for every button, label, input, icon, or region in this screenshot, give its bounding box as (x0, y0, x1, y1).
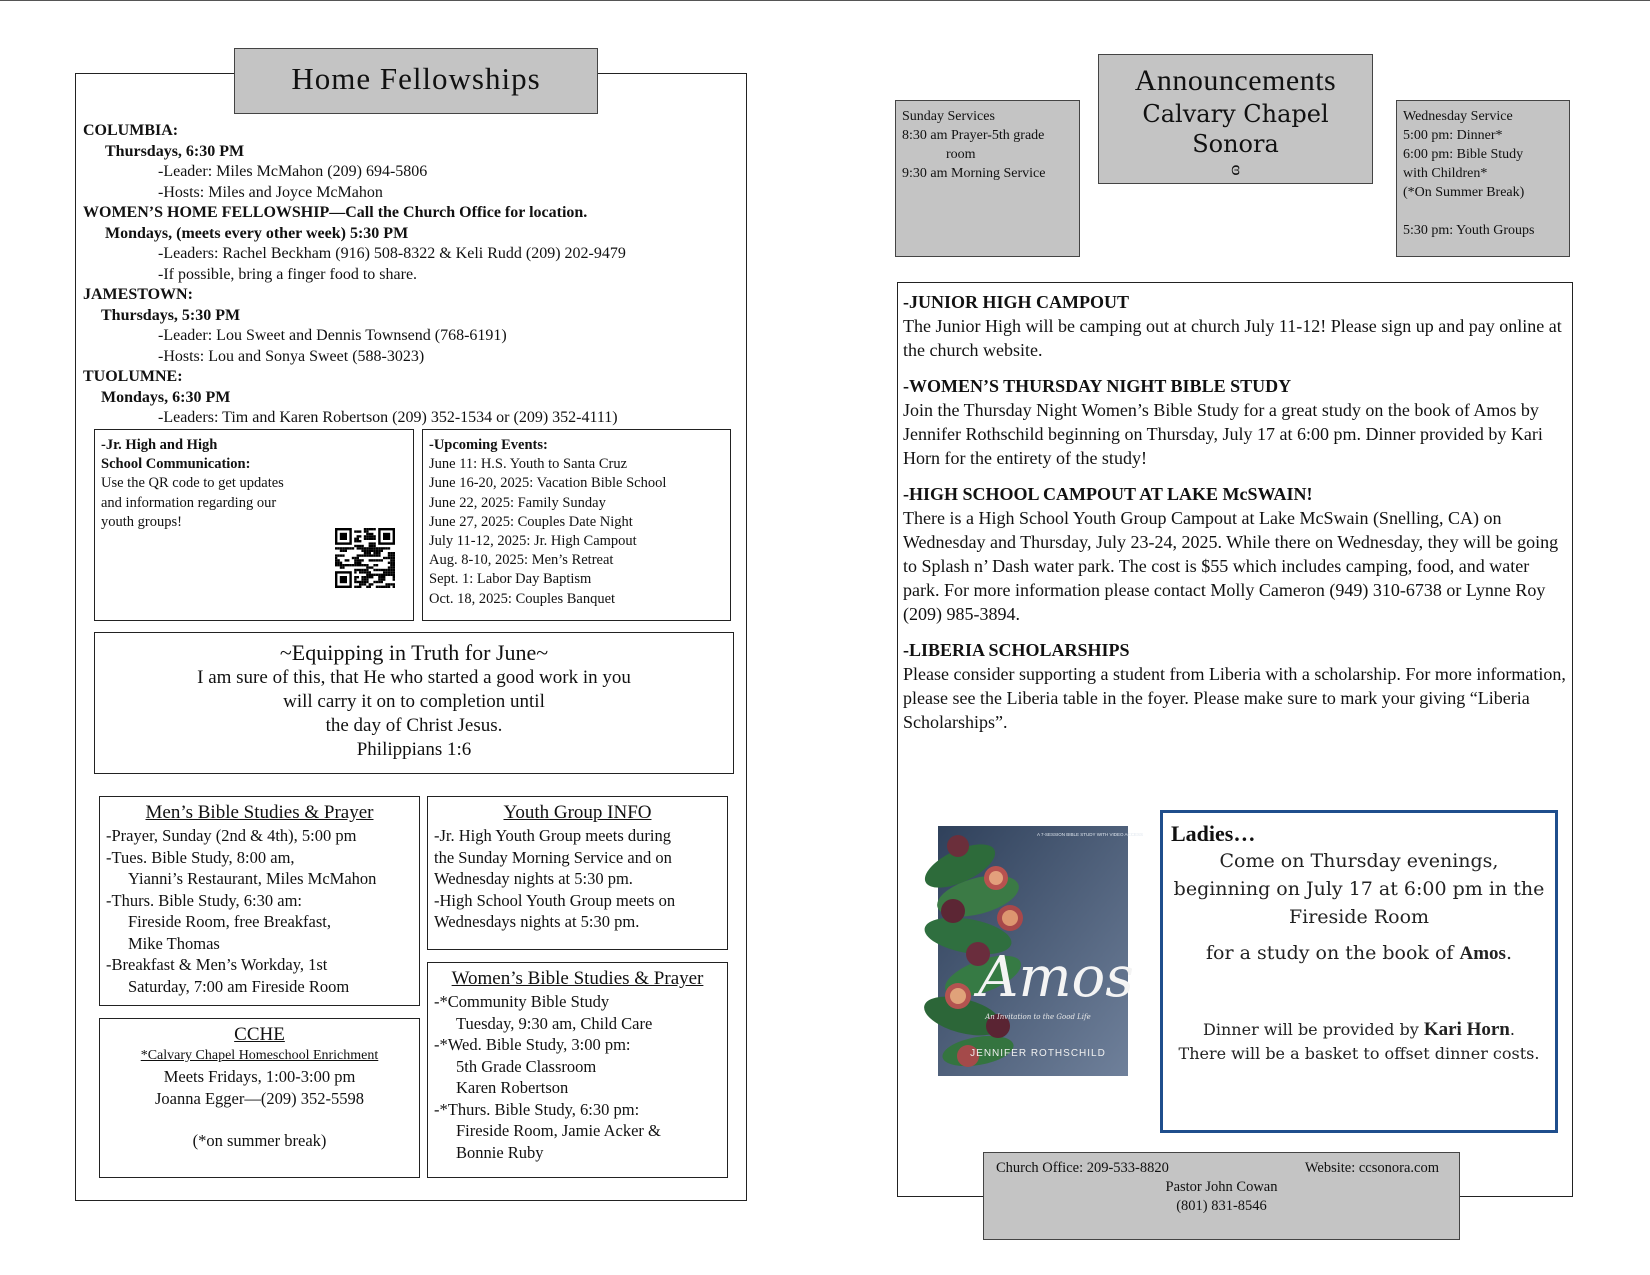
upcoming-events-list (429, 455, 724, 609)
church-name: Calvary Chapel Sonora (1142, 100, 1329, 158)
pastor-phone: (801) 831-8546 (1176, 1198, 1267, 1214)
wednesday-service-line: 6:00 pm: Bible Study (1403, 147, 1524, 162)
fellowship-line: -Hosts: Miles and Joyce McMahon (158, 183, 383, 201)
mens-study-line: -Tues. Bible Study, 8:00 am, (106, 847, 295, 867)
youth-group-info-title: Youth Group INFO (503, 802, 652, 823)
announcement-item (903, 374, 1567, 470)
womens-study-line: 5th Grade Classroom (456, 1056, 597, 1076)
cche-box (99, 1018, 420, 1178)
youth-communication-box (94, 429, 414, 621)
fellowship-line: JAMESTOWN: (83, 286, 193, 303)
sunday-service-line: 9:30 am Morning Service (902, 166, 1046, 181)
womens-study-line: Fireside Room, Jamie Acker & (456, 1121, 661, 1140)
womens-study-line: -*Wed. Bible Study, 3:00 pm: (434, 1035, 631, 1054)
womens-bible-studies-box (427, 962, 728, 1178)
womens-title: Women’s Bible Studies & Prayer (451, 968, 704, 989)
womens-study-line: Karen Robertson (456, 1078, 569, 1097)
event-item: Sept. 1: Labor Day Baptism (429, 571, 592, 588)
fellowship-line: -Hosts: Lou and Sonya Sweet (588-3023) (158, 347, 425, 365)
book-subtitle: An Invitation to the Good Life (985, 1013, 1091, 1021)
ladies-study-text: for a study on the book of (1206, 942, 1460, 964)
verse-line: I am sure of this, that He who started a good work in you (197, 667, 631, 688)
home-fellowships-list (83, 121, 743, 429)
ladies-basket-line: There will be a basket to offset dinner costs. (1178, 1044, 1540, 1063)
pastor-name: Pastor John Cowan (1165, 1179, 1278, 1195)
mens-study-line: Fireside Room, free Breakfast, (128, 912, 331, 931)
ladies-dinner-line (1171, 1018, 1547, 1042)
top-rule (0, 0, 1650, 1)
womens-study-line: -*Community Bible Study (434, 992, 610, 1011)
youth-info-line: the Sunday Morning Service and on (434, 847, 672, 867)
youth-comm-line: Use the QR code to get updates (101, 475, 284, 492)
mens-study-line: Yianni’s Restaurant, Miles McMahon (128, 869, 377, 888)
announcement-body: Please consider supporting a student from Liberia with a scholarship. For more information, please see the Liberia table in the foyer. Please make sure to mark your giving “Liberia Scholarships”. (903, 664, 1566, 732)
fellowship-line: Mondays, 6:30 PM (101, 388, 231, 406)
book-author: JENNIFER ROTHSCHILD (970, 1048, 1106, 1059)
fellowship-line: -Leader: Lou Sweet and Dennis Townsend (768-6191) (158, 327, 507, 344)
event-item: July 11-12, 2025: Jr. High Campout (429, 533, 637, 550)
verse-title: ~Equipping in Truth for June~ (279, 640, 549, 665)
youth-group-info-box (427, 796, 728, 950)
announcement-body: The Junior High will be camping out at church July 11-12! Please sign up and pay online at the church website. (903, 316, 1562, 360)
fellowship-line: WOMEN’S HOME FELLOWSHIP—Call the Church Office for location. (83, 204, 588, 221)
ladies-dinner-text: Dinner will be provided by (1203, 1020, 1424, 1039)
womens-study-line: Bonnie Ruby (456, 1142, 544, 1162)
sunday-services-title: Sunday Services (902, 109, 995, 124)
announcement-item (903, 638, 1567, 734)
event-item: June 11: H.S. Youth to Santa Cruz (429, 456, 628, 473)
ladies-heading: Ladies… (1171, 821, 1256, 846)
announcements-title: Announcements (1134, 64, 1337, 97)
ladies-line: Fireside Room (1288, 906, 1430, 928)
youth-info-line: Wednesdays nights at 5:30 pm. (434, 912, 640, 931)
cche-contact: Joanna Egger—(209) 352-5598 (155, 1088, 364, 1108)
youth-comm-line: and information regarding our (101, 494, 277, 511)
fellowship-line: -Leaders: Rachel Beckham (916) 508-8322 & Keli Rudd (209) 202-9479 (158, 245, 626, 262)
mens-study-line: Saturday, 7:00 am Fireside Room (128, 976, 350, 996)
mens-study-line: Mike Thomas (128, 933, 220, 953)
fellowship-line: COLUMBIA: (83, 122, 179, 139)
cche-subtitle: *Calvary Chapel Homeschool Enrichment (140, 1048, 379, 1063)
cche-schedule: Meets Fridays, 1:00-3:00 pm (163, 1067, 356, 1086)
announcement-heading: -JUNIOR HIGH CAMPOUT (903, 292, 1129, 312)
upcoming-events-box (422, 429, 731, 621)
ladies-study-line (1171, 939, 1547, 968)
verse-box (94, 632, 734, 774)
event-item: June 22, 2025: Family Sunday (429, 494, 606, 511)
event-item: Oct. 18, 2025: Couples Banquet (429, 590, 616, 607)
announcement-body: Join the Thursday Night Women’s Bible Study for a great study on the book of Amos by Jennifer Rothschild beginning on Thursday, July 17 at 6:00 pm. Dinner provided by Kari Horn for the entirety of the study! (903, 400, 1543, 468)
wednesday-service-line: with Children* (1403, 166, 1488, 181)
announcement-item (903, 482, 1567, 626)
announcements-header (1098, 54, 1373, 184)
event-item: Aug. 8-10, 2025: Men’s Retreat (429, 552, 614, 569)
announcement-body: There is a High School Youth Group Campout at Lake McSwain (Snelling, CA) on Wednesday and Thursday, July 23-24, 2025. While there on Wednesday, they will be going to Splash n’ Dash water park. The cost is $55 which includes camping, food, and water park. For more information please contact Molly Cameron (949) 310-6738 or Lynne Roy (209) 985-3894. (903, 508, 1559, 624)
mens-title: Men’s Bible Studies & Prayer (145, 802, 374, 823)
wednesday-service-line: 5:30 pm: Youth Groups (1403, 223, 1535, 238)
event-item: June 27, 2025: Couples Date Night (429, 513, 633, 530)
book-top-text: A 7-SESSION BIBLE STUDY WITH VIDEO ACCESS (1037, 832, 1143, 837)
upcoming-events-heading: -Upcoming Events: (429, 437, 548, 453)
ladies-line: Come on Thursday evenings, (1219, 850, 1499, 872)
church-office-box (983, 1152, 1460, 1240)
fellowship-line: Mondays, (meets every other week) 5:30 PM (105, 224, 409, 242)
youth-info-line: Wednesday nights at 5:30 pm. (434, 869, 633, 888)
announcement-heading: -WOMEN’S THURSDAY NIGHT BIBLE STUDY (903, 376, 1292, 396)
verse-line: the day of Christ Jesus. (325, 715, 503, 736)
fellowship-line: -If possible, bring a finger food to share. (158, 265, 418, 283)
church-office-phone: Church Office: 209-533-8820 (996, 1160, 1169, 1176)
ornament-glyph: ɞ (1231, 158, 1240, 180)
ladies-book-name: Amos (1459, 943, 1506, 964)
verse-reference: Philippians 1:6 (356, 739, 472, 760)
youth-comm-line: youth groups! (101, 513, 182, 530)
cche-note: (*on summer break) (192, 1131, 327, 1150)
fellowship-line: TUOLUMNE: (83, 368, 183, 385)
wednesday-service-title: Wednesday Service (1403, 109, 1513, 124)
cche-title: CCHE (234, 1024, 285, 1045)
womens-study-line: -*Thurs. Bible Study, 6:30 pm: (434, 1099, 640, 1119)
book-title: Amos (978, 945, 1134, 1010)
youth-info-line: -Jr. High Youth Group meets during (434, 826, 671, 845)
fellowship-line: -Leader: Miles McMahon (209) 694-5806 (158, 163, 428, 180)
event-item: June 16-20, 2025: Vacation Bible School (429, 475, 667, 492)
mens-bible-studies-box (99, 796, 420, 1006)
wednesday-service-box (1396, 100, 1570, 257)
wednesday-service-line: 5:00 pm: Dinner* (1403, 128, 1503, 143)
youth-comm-heading: -Jr. High and High (101, 437, 218, 453)
youth-comm-heading-2: School Communication: (101, 456, 251, 473)
announcement-item (903, 290, 1567, 362)
mens-study-line: -Thurs. Bible Study, 6:30 am: (106, 890, 303, 910)
fellowship-line: Thursdays, 5:30 PM (101, 306, 241, 324)
fellowship-line: Thursdays, 6:30 PM (105, 142, 245, 160)
amos-book-cover (938, 826, 1143, 1076)
mens-study-line: -Prayer, Sunday (2nd & 4th), 5:00 pm (106, 826, 357, 845)
announcements-list (903, 290, 1567, 746)
ladies-dinner-period: . (1509, 1020, 1515, 1039)
church-website[interactable]: Website: ccsonora.com (1304, 1160, 1439, 1176)
sunday-service-line: room (946, 147, 976, 162)
sunday-services-box (895, 100, 1080, 257)
ladies-invitation-box (1160, 810, 1558, 1133)
ladies-line: beginning on July 17 at 6:00 pm in the (1173, 878, 1545, 900)
mens-study-line: -Breakfast & Men’s Workday, 1st (106, 955, 328, 974)
sunday-service-line: 8:30 am Prayer-5th grade (902, 128, 1045, 143)
home-fellowships-title: Home Fellowships (234, 48, 598, 114)
announcement-heading: -HIGH SCHOOL CAMPOUT AT LAKE McSWAIN! (903, 484, 1313, 504)
womens-study-line: Tuesday, 9:30 am, Child Care (456, 1013, 653, 1033)
verse-line: will carry it on to completion until (283, 691, 545, 712)
announcement-heading: -LIBERIA SCHOLARSHIPS (903, 640, 1130, 660)
wednesday-service-line: (*On Summer Break) (1403, 185, 1525, 200)
fellowship-line: -Leaders: Tim and Karen Robertson (209) 352-1534 or (209) 352-4111) (158, 409, 618, 426)
qr-code[interactable] (335, 528, 395, 588)
youth-info-line: -High School Youth Group meets on (434, 890, 676, 910)
ladies-dinner-host: Kari Horn (1423, 1019, 1510, 1040)
wednesday-service-line (1403, 202, 1563, 221)
ladies-study-period: . (1505, 942, 1512, 964)
